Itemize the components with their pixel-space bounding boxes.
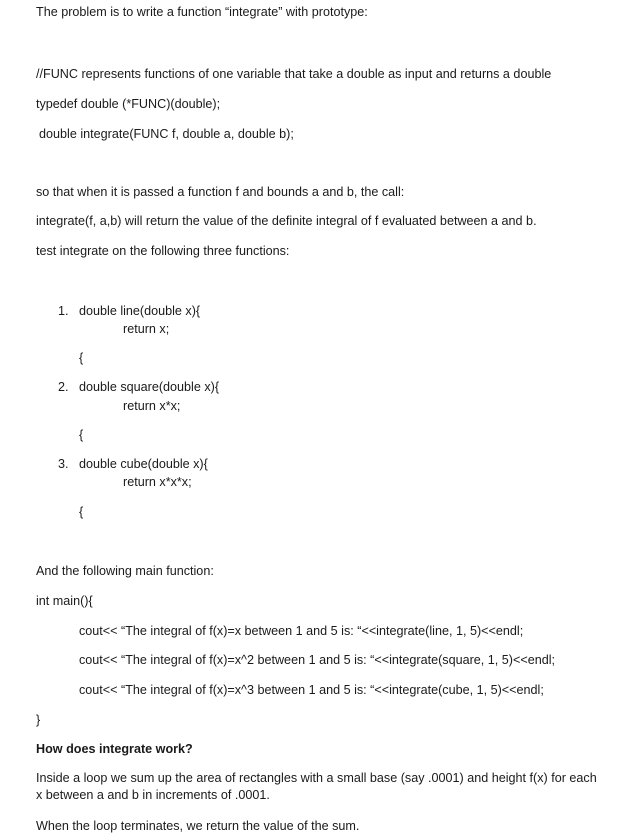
function-body: return x*x*x; [123, 475, 192, 489]
intro-text: The problem is to write a function “integrate” with prototype: [36, 5, 368, 19]
typedef-line: typedef double (*FUNC)(double); [36, 97, 221, 111]
main-statement: cout<< “The integral of f(x)=x^3 between 1 and 5 is: “<<integrate(cube, 1, 5)<<endl; [79, 683, 544, 697]
final-line: When the loop terminates, we return the value of the sum. [36, 819, 360, 833]
comment-line: //FUNC represents functions of one variable that take a double as input and returns a double [36, 67, 552, 81]
how-body-paragraph: Inside a loop we sum up the area of rectangles with a small base (say .0001) and height f(x) for each x between a and b in increments of .0001. [36, 771, 597, 802]
main-open-line: int main(){ [36, 594, 93, 608]
main-intro-line: And the following main function: [36, 564, 214, 578]
how-heading: How does integrate work? [36, 742, 193, 756]
function-close-brace: { [79, 351, 84, 365]
list-number: 3. [58, 457, 69, 471]
function-close-brace: { [79, 505, 84, 519]
main-statement: cout<< “The integral of f(x)=x^2 between 1 and 5 is: “<<integrate(square, 1, 5)<<endl; [79, 653, 556, 667]
main-close-brace: } [36, 713, 41, 727]
function-body: return x*x; [123, 399, 181, 413]
main-statement: cout<< “The integral of f(x)=x between 1 and 5 is: “<<integrate(line, 1, 5)<<endl; [79, 624, 524, 638]
function-signature: double line(double x){ [79, 304, 201, 318]
list-number: 1. [58, 304, 69, 318]
function-signature: double cube(double x){ [79, 457, 208, 471]
function-body: return x; [123, 322, 170, 336]
test-instruction-line: test integrate on the following three functions: [36, 244, 290, 258]
prototype-line: double integrate(FUNC f, double a, double b); [39, 127, 294, 141]
so-that-line: so that when it is passed a function f and bounds a and b, the call: [36, 185, 405, 199]
function-signature: double square(double x){ [79, 380, 220, 394]
list-number: 2. [58, 380, 69, 394]
function-close-brace: { [79, 428, 84, 442]
call-description-line: integrate(f, a,b) will return the value of the definite integral of f evaluated between a and b. [36, 214, 537, 228]
